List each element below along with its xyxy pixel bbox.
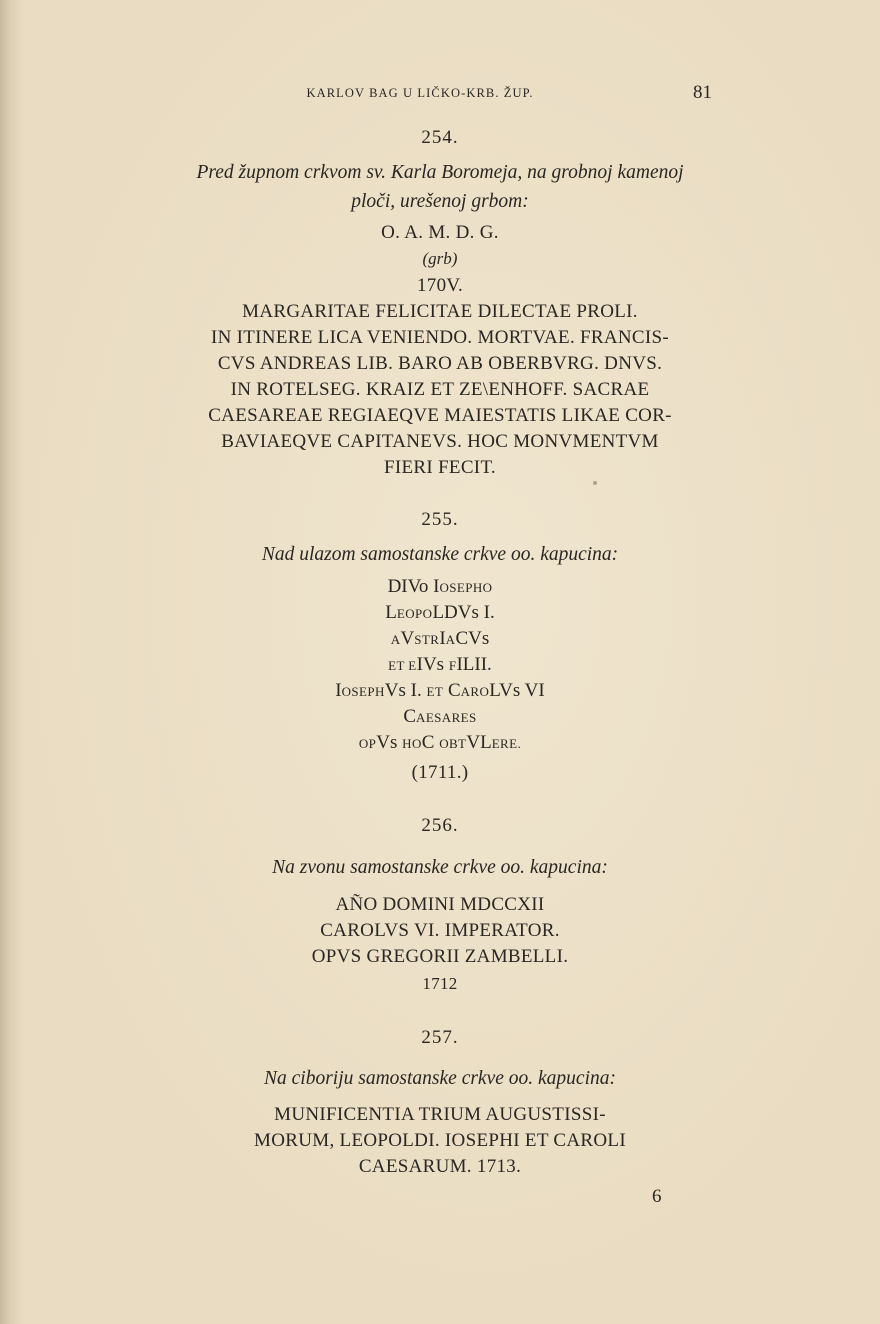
chronogram-line: IOSEPHVs I. ET CAROLVs VI	[335, 680, 545, 701]
chronogram-line: CAESARES	[403, 706, 477, 727]
chronogram-line: ET EIVs FILII.	[388, 654, 492, 675]
inscription-line: IN ROTELSEG. KRAIZ ET ZE\ENHOFF. SACRAE	[230, 379, 650, 400]
inscription-line: O. A. M. D. G.	[381, 222, 499, 243]
page-number: 81	[693, 82, 712, 103]
inscription-line: MORUM, LEOPOLDI. IOSEPHI ET CAROLI	[254, 1130, 626, 1151]
inscription-line: IN ITINERE LICA VENIENDO. MORTVAE. FRANCIS-	[210, 327, 670, 348]
inscription-line: BAVIAEQVE CAPITANEVS. HOC MONVMENTVM	[221, 431, 659, 452]
entry-number: 254.	[421, 127, 459, 148]
coat-of-arms-note: (grb)	[422, 249, 458, 268]
inscription-line: CAROLVS VI. IMPERATOR.	[320, 920, 560, 941]
running-head	[0, 82, 880, 106]
inscription-line: MARGARITAE FELICITAE DILECTAE PROLI.	[242, 301, 638, 322]
inscription-line: CAESARUM. 1713.	[358, 1156, 522, 1177]
chronogram-line: DIVo IOSEPHO	[387, 576, 493, 597]
chronogram-line: AVSTRIACVs	[390, 628, 490, 649]
entry-location: Nad ulazom samostanske crkve oo. kapucina:	[261, 544, 619, 565]
inscription-line: AÑO DOMINI MDCCXII	[335, 894, 545, 915]
chronogram-line: OPVs HOC OBTVLERE.	[358, 732, 522, 753]
inscription-date: (1711.)	[411, 762, 469, 783]
running-title: KARLOV BAG U LIČKO-KRB. ŽUP.	[306, 86, 534, 100]
entry-number: 257.	[421, 1027, 459, 1048]
inscription-line: FIERI FECIT.	[384, 457, 496, 478]
inscription-line: CVS ANDREAS LIB. BARO AB OBERBVRG. DNVS.	[217, 353, 663, 374]
inscription-line: MUNIFICENTIA TRIUM AUGUSTISSI-	[274, 1104, 606, 1125]
inscription-line: CAESAREAE REGIAEQVE MAIESTATIS LIKAE COR-	[208, 405, 672, 426]
signature-mark: 6	[652, 1186, 662, 1207]
entry-number: 255.	[421, 509, 459, 530]
entry-location: Na ciboriju samostanske crkve oo. kapucina:	[263, 1068, 616, 1089]
entry-location: Na zvonu samostanske crkve oo. kapucina:	[272, 857, 608, 878]
chronogram-line: LEOPOLDVs I.	[385, 602, 495, 623]
paper-speck	[593, 481, 597, 485]
inscription-line: 170V.	[416, 275, 464, 296]
entry-location: Pred župnom crkvom sv. Karla Boromeja, na grobnoj kamenoj	[196, 162, 684, 183]
inscription-line: OPVS GREGORII ZAMBELLI.	[311, 946, 569, 967]
entry-number: 256.	[421, 815, 459, 836]
inscription-line: 1712	[422, 974, 458, 993]
entry-location: ploči, urešenoj grbom:	[351, 191, 529, 212]
